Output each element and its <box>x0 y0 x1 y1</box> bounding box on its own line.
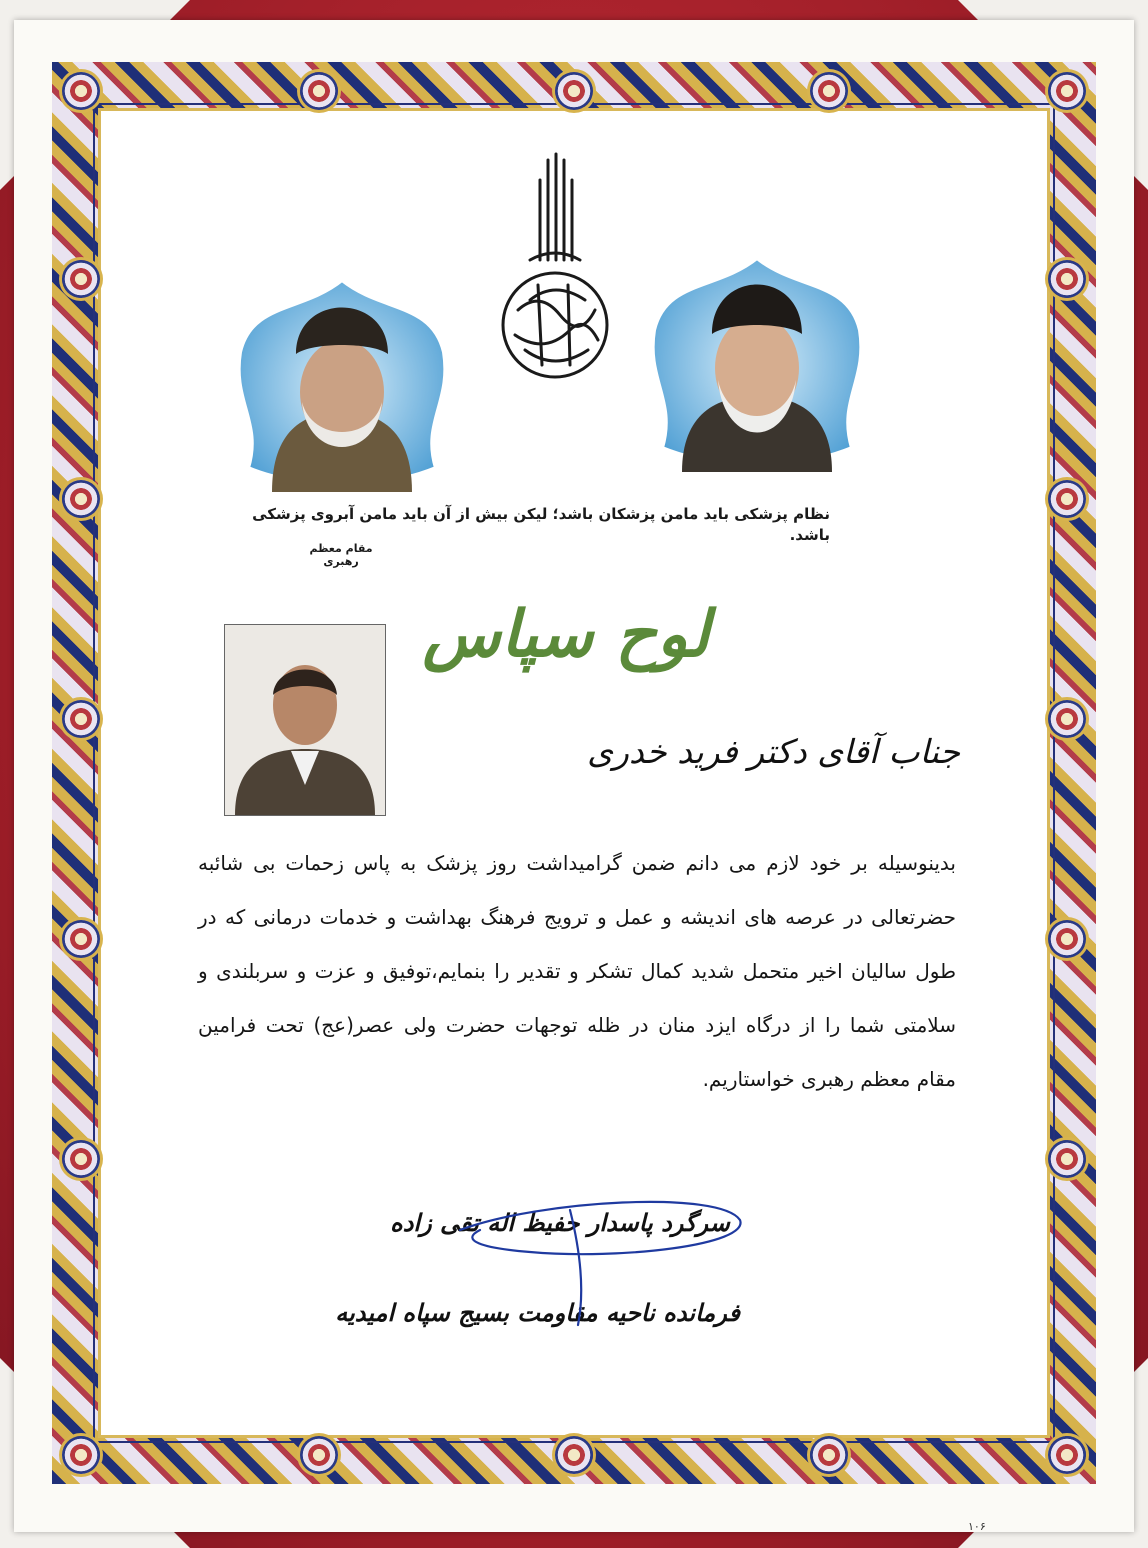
page-number: ۱۰۶ <box>968 1520 986 1533</box>
bismillah-calligraphy-emblem <box>490 150 620 380</box>
signatory-name: سرگرد پاسدار حفیظ اله تقی زاده <box>390 1208 730 1237</box>
leader-quote: نظام پزشکی باید مامن پزشکان باشد؛ لیکن بیش از آن باید مامن آبروی پزشکی باشد. <box>252 505 830 544</box>
recipient-name: جناب آقای دکتر فرید خدری <box>587 732 960 771</box>
certificate-title: لوح سپاس <box>422 597 710 672</box>
signatory-position: فرمانده ناحیه مقاومت بسیج سپاه امیدیه <box>335 1298 740 1327</box>
handwritten-signature <box>420 1190 760 1330</box>
portrait-right-cleric <box>646 250 868 472</box>
recipient-photo <box>224 624 386 816</box>
portrait-left-cleric <box>232 272 452 492</box>
certificate-body-text: بدینوسیله بر خود لازم می دانم ضمن گرامیداشت روز پزشک به پاس زحمات بی شائبه حضرتعالی در عرصه های اندیشه و عمل و ترویج فرهنگ بهداشت و خدمات درمانی که در طول سالیان اخیر متحمل شدید کمال تشکر و تقدیر را بنمایم،توفیق و عزت و سربلندی و سلامتی شما را از درگاه ایزد منان در ظله توجهات حضرت ولی عصر(عج) تحت فرامین مقام معظم رهبری خواستاریم. <box>198 851 956 1091</box>
quote-attribution: مقام معظم رهبری <box>309 542 373 568</box>
certificate-title-calligraphy <box>422 546 710 716</box>
